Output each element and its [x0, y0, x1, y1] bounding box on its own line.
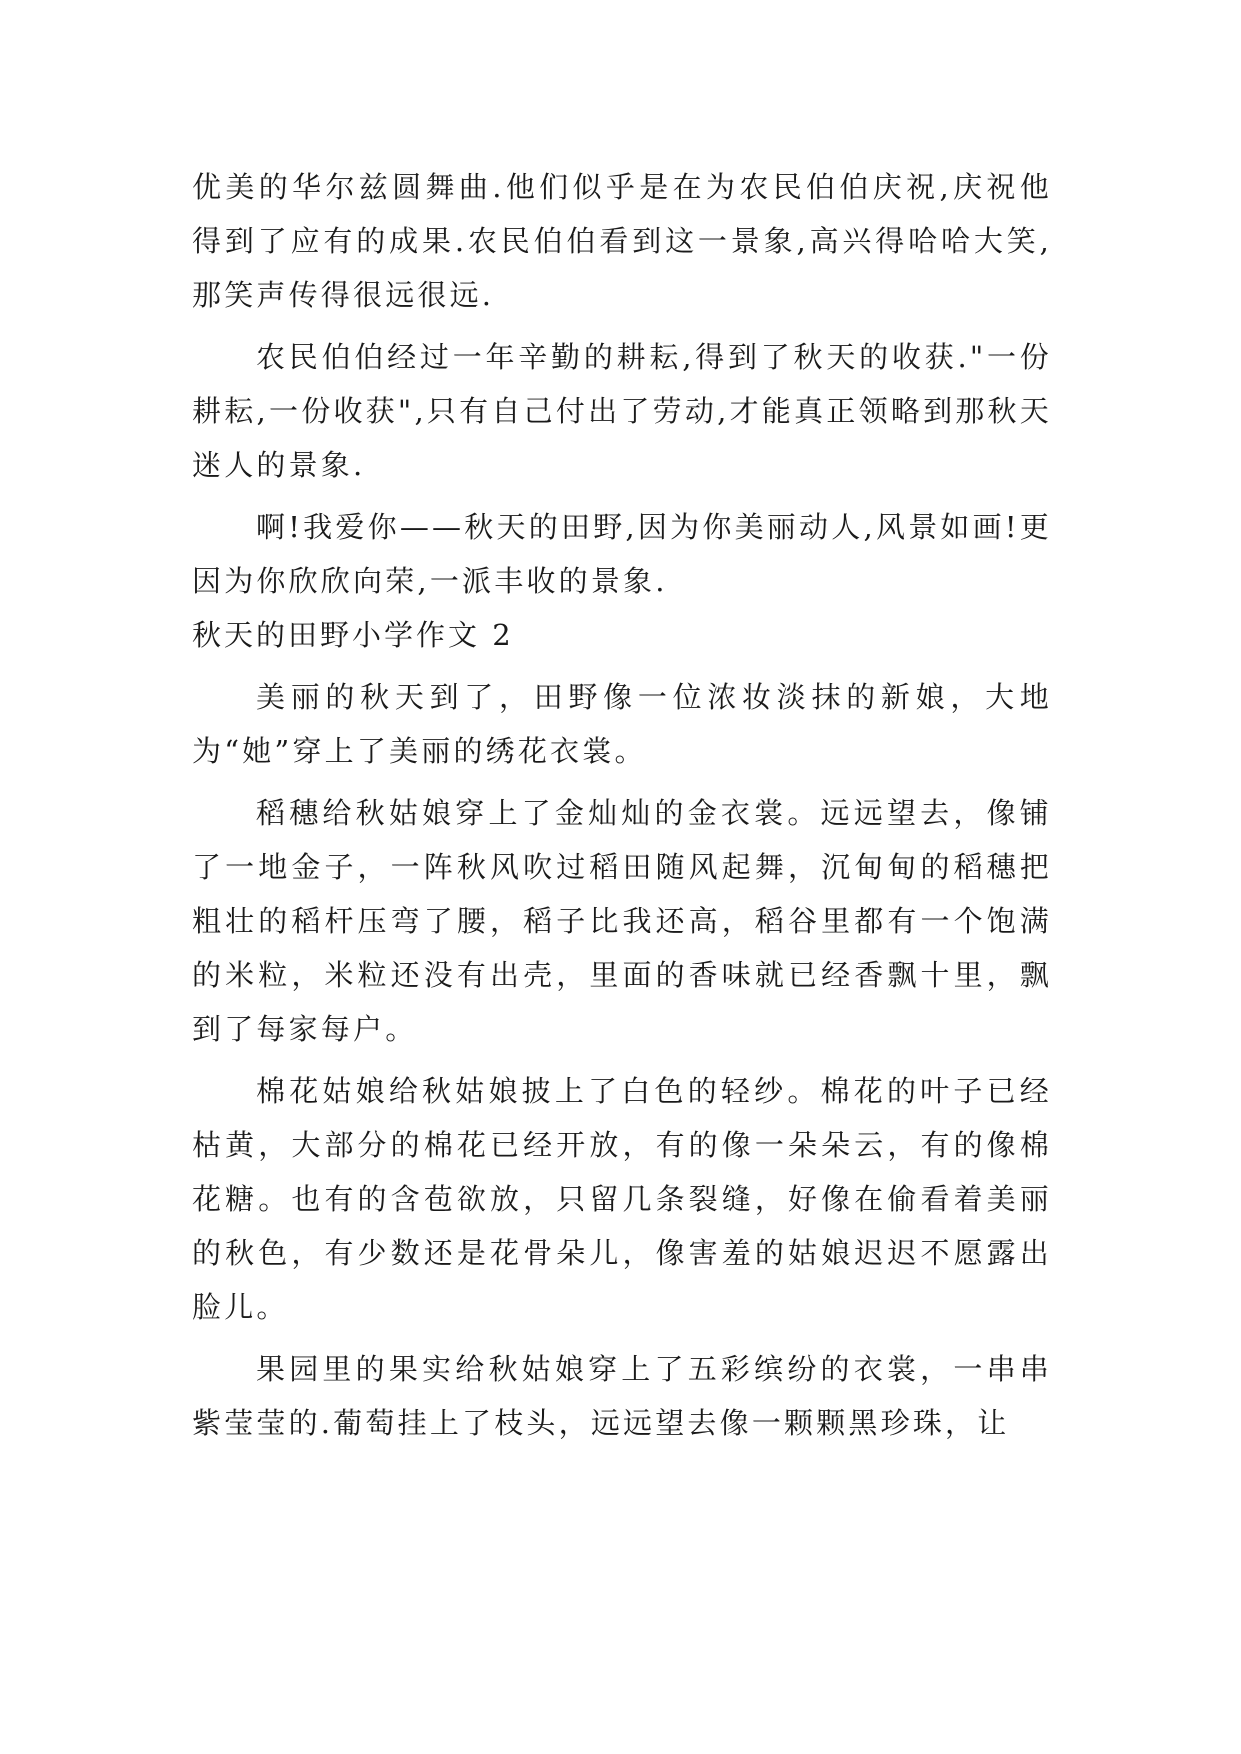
paragraph-cotton: 棉花姑娘给秋姑娘披上了白色的轻纱。棉花的叶子已经枯黄，大部分的棉花已经开放，有的像一朵朵云，有的像棉花糖。也有的含苞欲放，只留几条裂缝，好像在偷看着美丽的秋色，有少数还是花骨朵儿，像害羞的姑娘迟迟不愿露出脸儿。: [192, 1074, 1052, 1324]
paragraph-orchard: 果园里的果实给秋姑娘穿上了五彩缤纷的衣裳，一串串紫莹莹的.葡萄挂上了枝头，远远望去像一颗颗黑珍珠，让: [192, 1352, 1052, 1440]
paragraph-autumn-arrives: 美丽的秋天到了，田野像一位浓妆淡抹的新娘，大地为“她”穿上了美丽的绣花衣裳。: [192, 680, 1052, 768]
document-page: [192, 160, 1052, 1450]
essay-heading: 秋天的田野小学作文 2: [192, 618, 514, 652]
paragraph-waltz: 优美的华尔兹圆舞曲.他们似乎是在为农民伯伯庆祝,庆祝他得到了应有的成果.农民伯伯看到这一景象,高兴得哈哈大笑,那笑声传得很远很远.: [192, 170, 1052, 312]
paragraph-love-fields: 啊!我爱你——秋天的田野,因为你美丽动人,风景如画!更因为你欣欣向荣,一派丰收的景象.: [192, 510, 1052, 598]
paragraph-harvest: 农民伯伯经过一年辛勤的耕耘,得到了秋天的收获."一份耕耘,一份收获",只有自己付出了劳动,才能真正领略到那秋天迷人的景象.: [192, 340, 1052, 482]
paragraph-rice: 稻穗给秋姑娘穿上了金灿灿的金衣裳。远远望去，像铺了一地金子，一阵秋风吹过稻田随风起舞，沉甸甸的稻穗把粗壮的稻杆压弯了腰，稻子比我还高，稻谷里都有一个饱满的米粒，米粒还没有出壳，里面的香味就已经香飘十里，飘到了每家每户。: [192, 796, 1052, 1046]
